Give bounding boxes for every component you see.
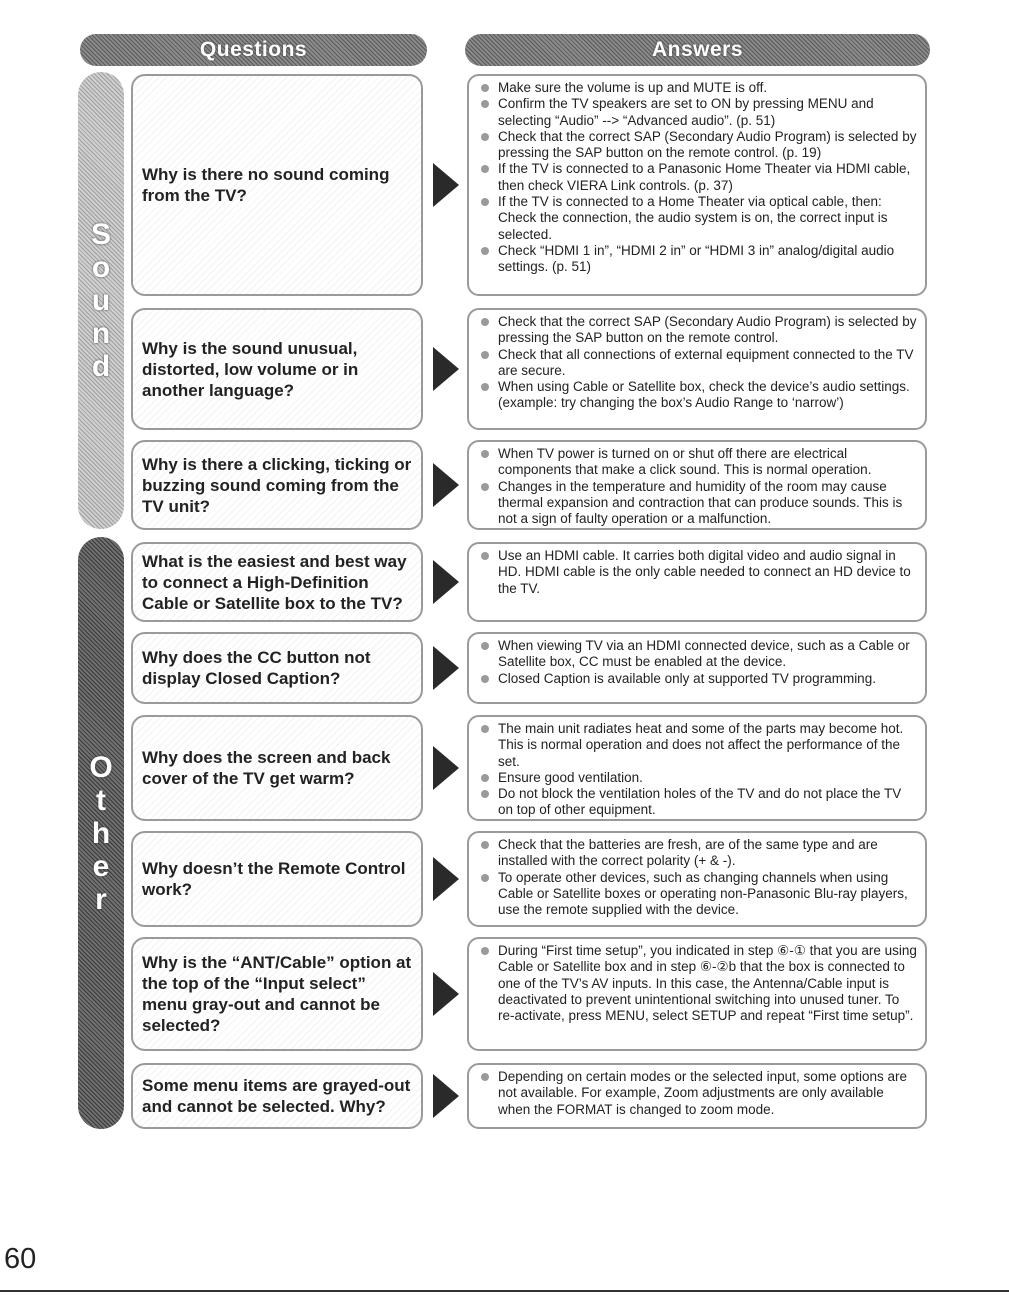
answers-header: Answers: [465, 34, 930, 66]
answer-item: Check that the correct SAP (Secondary Audio Program) is selected by pressing the SAP button on the remote control.: [479, 314, 917, 347]
answer-item: Make sure the volume is up and MUTE is off.: [479, 80, 917, 96]
question-box: [131, 440, 423, 530]
question-text: Why doesn’t the Remote Control work?: [142, 859, 406, 899]
arrow-icon: [433, 163, 459, 207]
arrow-icon: [433, 463, 459, 507]
section-tab-other: [78, 537, 124, 1129]
answer-list: [479, 943, 917, 1024]
answer-box: [467, 632, 927, 704]
section-tab-sound: [78, 72, 124, 529]
section-letter: u: [91, 284, 111, 317]
arrow-icon: [433, 1074, 459, 1118]
answer-item: Check that the batteries are fresh, are of the same type and are installed with the correct polarity (+ & -).: [479, 837, 917, 870]
question-text: What is the easiest and best way to connect a High-Definition Cable or Satellite box to the TV?: [142, 551, 407, 613]
page-number: 60: [4, 1243, 37, 1275]
answer-item: Closed Caption is available only at supported TV programming.: [479, 671, 917, 687]
answer-box: [467, 1063, 927, 1129]
answer-item: If the TV is connected to a Panasonic Home Theater via HDMI cable, then check VIERA Link controls. (p. 37): [479, 161, 917, 194]
answer-list: [479, 721, 917, 819]
answer-list: [479, 548, 917, 597]
answer-list: [479, 638, 917, 687]
question-text: Some menu items are grayed-out and cannot be selected. Why?: [142, 1076, 411, 1116]
answer-item: Check that all connections of external equipment connected to the TV are secure.: [479, 347, 917, 380]
arrow-icon: [433, 646, 459, 690]
section-letter: n: [91, 317, 111, 350]
answer-item: When TV power is turned on or shut off there are electrical components that make a click sound. This is normal operation.: [479, 446, 917, 479]
question-text: Why does the CC button not display Closed Caption?: [142, 648, 371, 688]
answer-item: Changes in the temperature and humidity of the room may cause thermal expansion and contraction that can produce sounds. This is not a sign of faulty operation or a malfunction.: [479, 479, 917, 528]
questions-header: Questions: [80, 34, 427, 66]
answer-list: [479, 837, 917, 918]
answer-box: [467, 440, 927, 530]
question-box: [131, 542, 423, 622]
bottom-rule: [0, 1290, 1009, 1292]
question-text: Why is the sound unusual, distorted, low volume or in another language?: [142, 338, 359, 400]
section-letter: e: [92, 849, 110, 883]
question-box: [131, 632, 423, 704]
arrow-icon: [433, 746, 459, 790]
answer-box: [467, 831, 927, 927]
section-letter: S: [90, 218, 111, 251]
arrow-icon: [433, 560, 459, 604]
question-text: Why is there no sound coming from the TV?: [142, 165, 390, 205]
question-text: Why is there a clicking, ticking or buzzing sound coming from the TV unit?: [142, 454, 412, 516]
question-box: [131, 937, 423, 1051]
section-letter: O: [89, 750, 113, 784]
answer-item: Use an HDMI cable. It carries both digital video and audio signal in HD. HDMI cable is the only cable needed to connect an HD device to the TV.: [479, 548, 917, 597]
answer-item: The main unit radiates heat and some of the parts may become hot. This is normal operation and does not affect the performance of the set.: [479, 721, 917, 770]
question-box: [131, 831, 423, 927]
section-letter: d: [91, 350, 111, 383]
question-box: [131, 715, 423, 821]
arrow-icon: [433, 857, 459, 901]
answer-box: [467, 542, 927, 622]
answer-item: Do not block the ventilation holes of the TV and do not place the TV on top of other equipment.: [479, 786, 917, 819]
section-letter: o: [91, 251, 111, 284]
answer-item: When viewing TV via an HDMI connected device, such as a Cable or Satellite box, CC must be enabled at the device.: [479, 638, 917, 671]
section-letter: r: [95, 882, 107, 916]
answer-list: [479, 80, 917, 276]
answer-list: [479, 314, 917, 412]
arrow-icon: [433, 972, 459, 1016]
answer-item: During “First time setup”, you indicated in step ⑥-① that you are using Cable or Satellite box and in step ⑥-②b that the box is connected to one of the TV’s AV inputs. In this case, the Antenna/Cable input is deactivated to prevent unintentional switching into unused tuner. To re-activate, press MENU, select SETUP and repeat “First time setup”.: [479, 943, 917, 1024]
answer-box: [467, 74, 927, 296]
arrow-icon: [433, 347, 459, 391]
answer-item: Check “HDMI 1 in”, “HDMI 2 in” or “HDMI 3 in” analog/digital audio settings. (p. 51): [479, 243, 917, 276]
question-text: Why is the “ANT/Cable” option at the top of the “Input select” menu gray-out and cannot be selected?: [142, 953, 412, 1035]
answer-item: Confirm the TV speakers are set to ON by pressing MENU and selecting “Audio” --> “Advanced audio”. (p. 51): [479, 96, 917, 129]
section-letter: t: [96, 783, 106, 817]
answer-list: [479, 1069, 917, 1118]
answer-item: To operate other devices, such as changing channels when using Cable or Satellite boxes or operating non-Panasonic Blu-ray players, use the remote supplied with the device.: [479, 870, 917, 919]
answer-item: Check that the correct SAP (Secondary Audio Program) is selected by pressing the SAP button on the remote control. (p. 19): [479, 129, 917, 162]
answer-list: [479, 446, 917, 527]
question-box: [131, 74, 423, 296]
answer-item: If the TV is connected to a Home Theater via optical cable, then: Check the connection, the audio system is on, the correct input is selected.: [479, 194, 917, 243]
question-text: Why does the screen and back cover of the TV get warm?: [142, 748, 391, 788]
answer-item: Ensure good ventilation.: [479, 770, 917, 786]
answer-box: [467, 715, 927, 821]
answer-box: [467, 308, 927, 430]
answer-item: Depending on certain modes or the selected input, some options are not available. For example, Zoom adjustments are only available when the FORMAT is changed to zoom mode.: [479, 1069, 917, 1118]
question-box: [131, 308, 423, 430]
answer-item: When using Cable or Satellite box, check the device’s audio settings. (example: try changing the box’s Audio Range to ‘narrow’): [479, 379, 917, 412]
question-box: [131, 1063, 423, 1129]
section-letter: h: [91, 816, 111, 850]
answer-box: [467, 937, 927, 1051]
